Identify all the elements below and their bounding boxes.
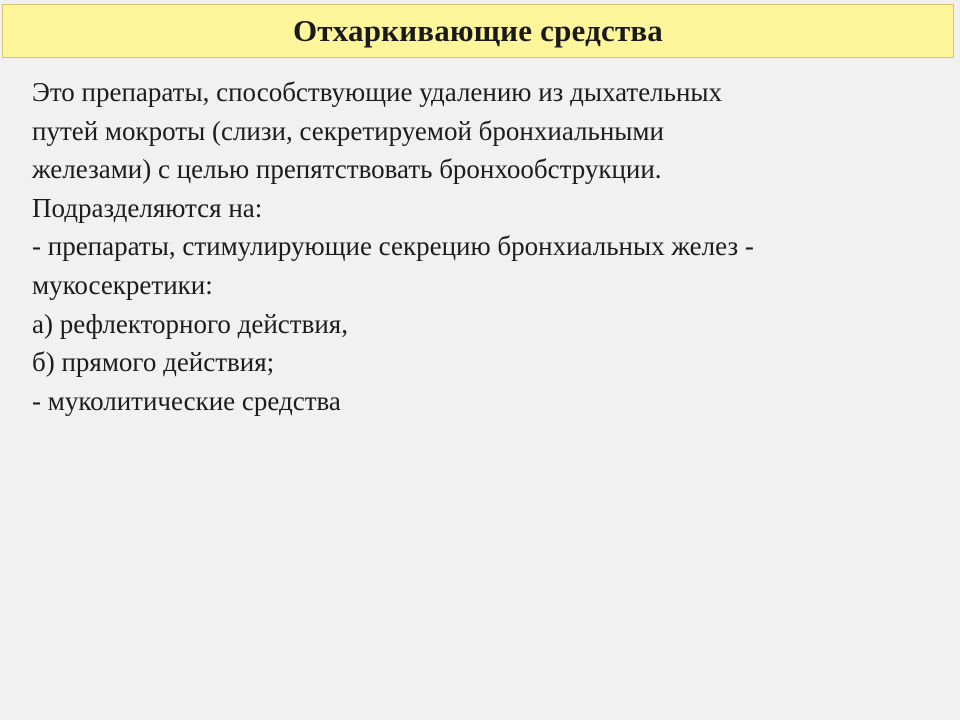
body-line-6: мукосекретики: (32, 269, 213, 300)
body-line-1: Это препараты, способствующие удалению из дыхательных (32, 77, 723, 107)
body-line-3: железами) с целью препятствовать бронхообструкции. (32, 154, 662, 185)
slide-body-text (32, 73, 932, 420)
body-line-2: путей мокроты (слизи, секретируемой бронхиальными (32, 115, 664, 146)
body-line-4: Подразделяются на: (32, 192, 263, 223)
slide-title: Отхаркивающие средства (292, 13, 664, 48)
body-line-9: - муколитические средства (32, 385, 341, 416)
title-banner (2, 4, 954, 58)
body-line-5: - препараты, стимулирующие секрецию бронхиальных желез - (32, 231, 754, 262)
body-line-7: а) рефлекторного действия, (32, 308, 348, 339)
body-line-8: б) прямого действия; (32, 347, 275, 378)
